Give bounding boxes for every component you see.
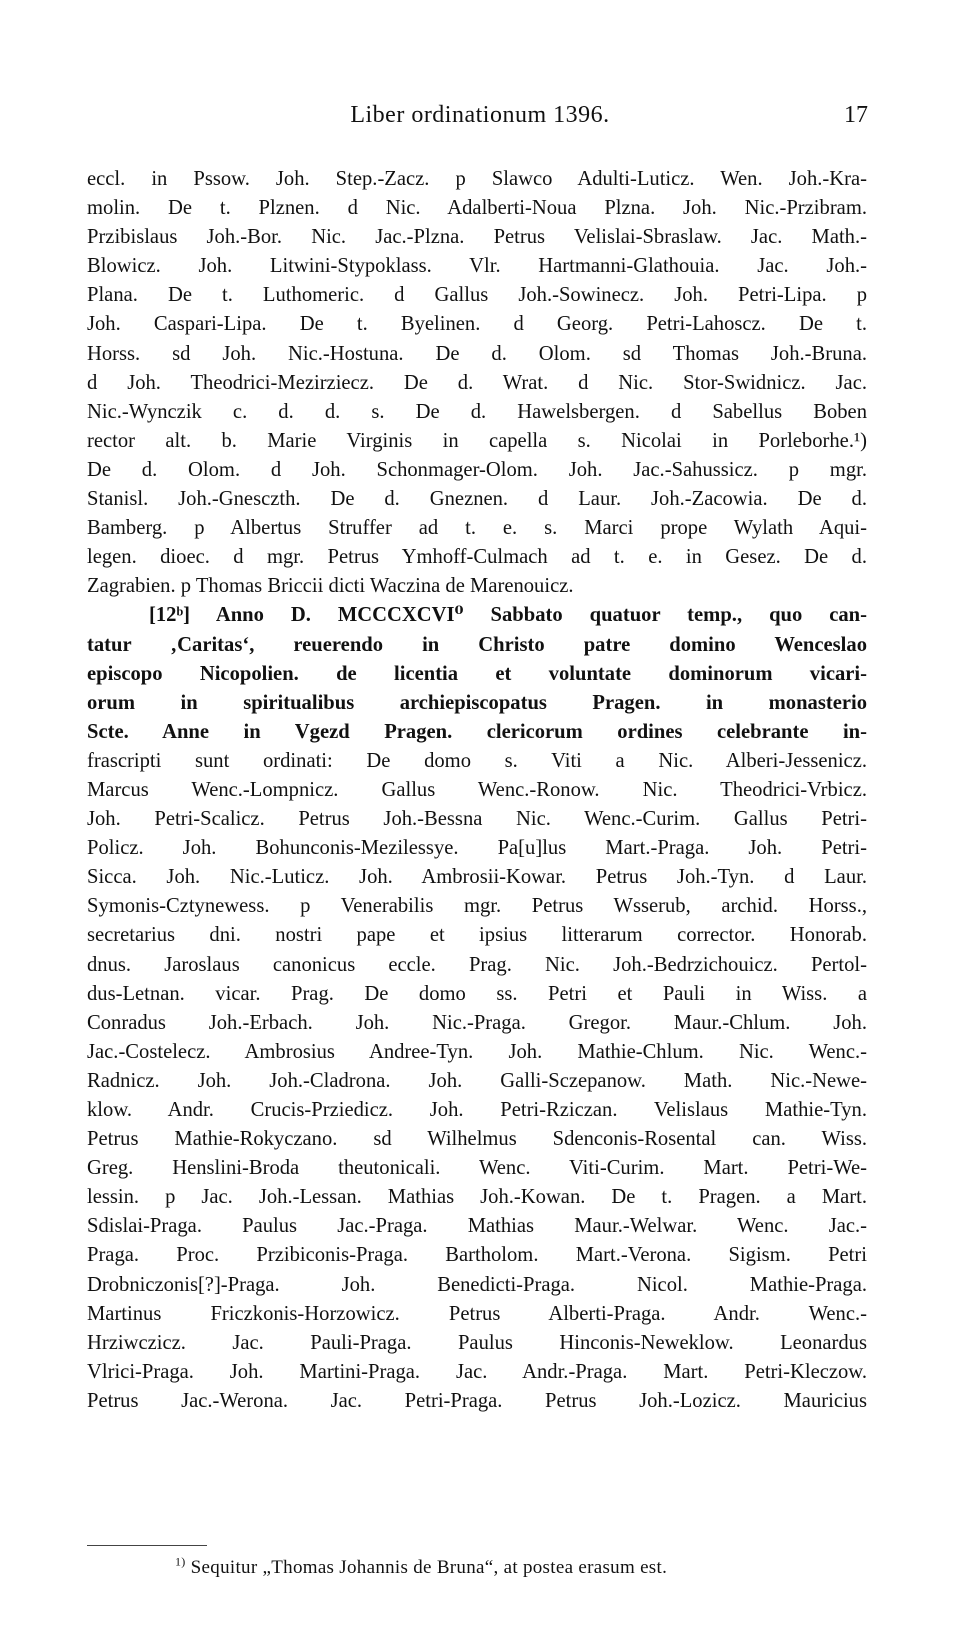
text-line: frascripti sunt ordinati: De domo s. Viti a Nic. Alberi-Jessenicz.	[87, 749, 867, 772]
footnote-marker: 1)	[175, 1554, 186, 1569]
text-line: Scte. Anne in Vgezd Pragen. clericorum ordines celebrante in-	[87, 720, 867, 743]
text-line: d Joh. Theodrici-Mezirziecz. De d. Wrat. d Nic. Stor-Swidnicz. Jac.	[87, 371, 867, 394]
text-line: Joh. Caspari-Lipa. De t. Byelinen. d Georg. Petri-Lahoscz. De t.	[87, 313, 867, 336]
text-line: Radnicz. Joh. Joh.-Cladrona. Joh. Galli-Sczepanow. Math. Nic.-Newe-	[87, 1069, 867, 1092]
text-line: Sicca. Joh. Nic.-Luticz. Joh. Ambrosii-Kowar. Petrus Joh.-Tyn. d Laur.	[87, 866, 867, 889]
page-number: 17	[844, 102, 868, 128]
text-line: legen. dioec. d mgr. Petrus Ymhoff-Culmach ad t. e. in Gesez. De d.	[87, 546, 867, 569]
text-line: De d. Olom. d Joh. Schonmager-Olom. Joh. Jac.-Sahussicz. p mgr.	[87, 458, 867, 481]
text-line: Policz. Joh. Bohunconis-Mezilessye. Pa[u]lus Mart.-Praga. Joh. Petri-	[87, 837, 867, 860]
text-line: Greg. Henslini-Broda theutonicali. Wenc. Viti-Curim. Mart. Petri-We-	[87, 1157, 867, 1180]
text-line: orum in spiritualibus archiepiscopatus Pragen. in monasterio	[87, 691, 867, 714]
text-line: Conradus Joh.-Erbach. Joh. Nic.-Praga. Gregor. Maur.-Chlum. Joh.	[87, 1011, 867, 1034]
text-line: Sdislai-Praga. Paulus Jac.-Praga. Mathias Maur.-Welwar. Wenc. Jac.-	[87, 1215, 867, 1238]
text-line: Stanisl. Joh.-Gnesczth. De d. Gneznen. d Laur. Joh.-Zacowia. De d.	[87, 488, 867, 511]
text-line: Bamberg. p Albertus Struffer ad t. e. s. Marci prope Wylath Aqui-	[87, 517, 867, 540]
text-line: secretarius dni. nostri pape et ipsius litterarum corrector. Honorab.	[87, 924, 867, 947]
text-line: Jac.-Costelecz. Ambrosius Andree-Tyn. Joh. Mathie-Chlum. Nic. Wenc.-	[87, 1040, 867, 1063]
text-line: Vlrici-Praga. Joh. Martini-Praga. Jac. Andr.-Praga. Mart. Petri-Kleczow.	[87, 1360, 867, 1383]
text-line: Nic.-Wynczik c. d. d. s. De d. Hawelsbergen. d Sabellus Boben	[87, 400, 867, 423]
text-line: tatur ‚Caritas‘, reuerendo in Christo patre domino Wenceslao	[87, 633, 867, 656]
text-line: Plana. De t. Luthomeric. d Gallus Joh.-Sowinecz. Joh. Petri-Lipa. p	[87, 284, 867, 307]
text-line: lessin. p Jac. Joh.-Lessan. Mathias Joh.-Kowan. De t. Pragen. a Mart.	[87, 1186, 867, 1209]
text-line: dus-Letnan. vicar. Prag. De domo ss. Petri et Pauli in Wiss. a	[87, 982, 867, 1005]
text-line: dnus. Jaroslaus canonicus eccle. Prag. Nic. Joh.-Bedrzichouicz. Pertol-	[87, 953, 867, 976]
text-line: Drobniczonis[?]-Praga. Joh. Benedicti-Praga. Nicol. Mathie-Praga.	[87, 1273, 867, 1296]
running-head	[0, 100, 960, 132]
text-line: Joh. Petri-Scalicz. Petrus Joh.-Bessna Nic. Wenc.-Curim. Gallus Petri-	[87, 808, 867, 831]
text-line: Marcus Wenc.-Lompnicz. Gallus Wenc.-Ronow. Nic. Theodrici-Vrbicz.	[87, 778, 867, 801]
footnote-divider	[87, 1545, 207, 1546]
text-line: eccl. in Pssow. Joh. Step.-Zacz. p Slawco Adulti-Luticz. Wen. Joh.-Kra-	[87, 168, 867, 190]
text-line: Praga. Proc. Przibiconis-Praga. Bartholom. Mart.-Verona. Sigism. Petri	[87, 1244, 867, 1267]
footnote-text: Sequitur „Thomas Johannis de Bruna“, at postea erasum est.	[190, 1557, 668, 1578]
text-line: klow. Andr. Crucis-Prziedicz. Joh. Petri-Rziczan. Velislaus Mathie-Tyn.	[87, 1099, 867, 1121]
text-line: Martinus Friczkonis-Horzowicz. Petrus Alberti-Praga. Andr. Wenc.-	[87, 1302, 867, 1325]
body-text	[87, 165, 867, 1416]
text-line: episcopo Nicopolien. de licentia et voluntate dominorum vicari-	[87, 662, 867, 685]
footnote	[175, 1554, 875, 1579]
text-line: rector alt. b. Marie Virginis in capella s. Nicolai in Porleborhe.¹)	[87, 429, 867, 452]
text-line: Hrziwczicz. Jac. Pauli-Praga. Paulus Hinconis-Neweklow. Leonardus	[87, 1331, 867, 1354]
text-line: Blowicz. Joh. Litwini-Stypoklass. Vlr. Hartmanni-Glathouia. Jac. Joh.-	[87, 255, 867, 278]
text-line: Symonis-Cztynewess. p Venerabilis mgr. Petrus Wsserub, archid. Horss.,	[87, 895, 867, 918]
text-line: Petrus Mathie-Rokyczano. sd Wilhelmus Sdenconis-Rosental can. Wiss.	[87, 1128, 867, 1151]
text-line: [12ᵇ] Anno D. MCCCXCVI⁰ Sabbato quatuor temp., quo can-	[149, 604, 867, 627]
text-line: Zagrabien. p Thomas Briccii dicti Waczina de Marenouicz.	[87, 575, 574, 598]
text-line: Przibislaus Joh.-Bor. Nic. Jac.-Plzna. Petrus Velislai-Sbraslaw. Jac. Math.-	[87, 226, 867, 249]
text-line: molin. De t. Plznen. d Nic. Adalberti-Noua Plzna. Joh. Nic.-Przibram.	[87, 197, 867, 220]
running-head-title: Liber ordinationum 1396.	[350, 102, 610, 128]
text-line: Horss. sd Joh. Nic.-Hostuna. De d. Olom. sd Thomas Joh.-Bruna.	[87, 342, 867, 365]
text-line: Petrus Jac.-Werona. Jac. Petri-Praga. Petrus Joh.-Lozicz. Mauricius	[87, 1389, 867, 1412]
